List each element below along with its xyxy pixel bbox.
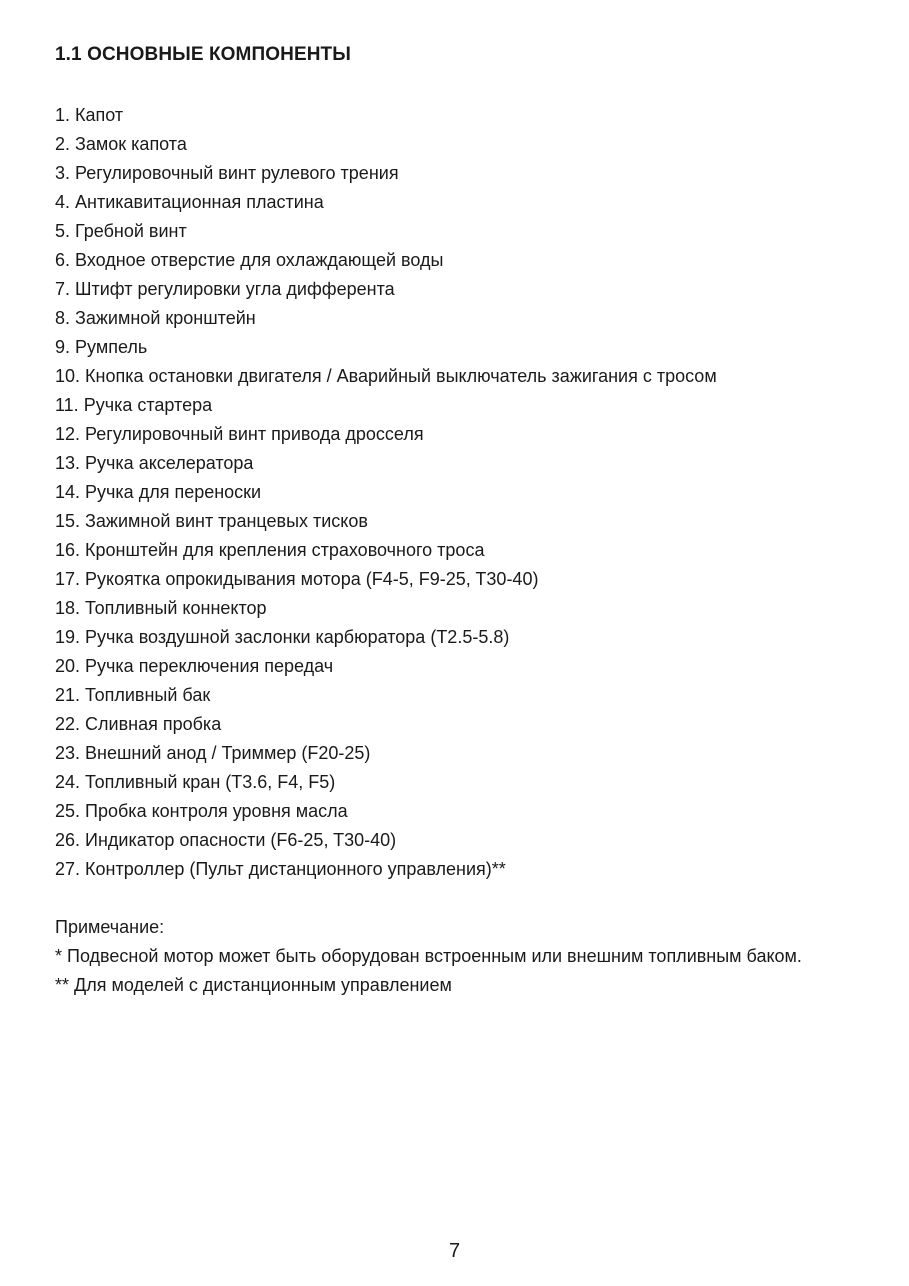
footnote: * Подвесной мотор может быть оборудован встроенным или внешним топливным баком. [55, 946, 802, 966]
list-item: 22. Сливная пробка [55, 714, 222, 734]
section-heading: 1.1 ОСНОВНЫЕ КОМПОНЕНТЫ [55, 44, 351, 65]
list-item: 26. Индикатор опасности (F6-25, T30-40) [55, 830, 397, 850]
list-item: 11. Ручка стартера [55, 395, 213, 415]
list-item: 13. Ручка акселератора [55, 453, 254, 473]
list-item: 17. Рукоятка опрокидывания мотора (F4-5, F9-25, T30-40) [55, 569, 539, 589]
list-item: 5. Гребной винт [55, 221, 187, 241]
list-item: 4. Антикавитационная пластина [55, 192, 324, 212]
list-item: 21. Топливный бак [55, 685, 211, 705]
list-item: 14. Ручка для переноски [55, 482, 262, 502]
components-list [55, 101, 717, 884]
list-item: 1. Капот [55, 105, 124, 125]
list-item: 18. Топливный коннектор [55, 598, 267, 618]
list-item: 9. Румпель [55, 337, 148, 357]
list-item: 19. Ручка воздушной заслонки карбюратора (T2.5-5.8) [55, 627, 510, 647]
note-title: Примечание: [55, 917, 165, 937]
list-item: 27. Контроллер (Пульт дистанционного управления)** [55, 859, 506, 879]
list-item: 10. Кнопка остановки двигателя / Аварийный выключатель зажигания с тросом [55, 366, 717, 386]
list-item: 7. Штифт регулировки угла дифферента [55, 279, 395, 299]
list-item: 6. Входное отверстие для охлаждающей воды [55, 250, 444, 270]
list-item: 16. Кронштейн для крепления страховочного троса [55, 540, 485, 560]
note-block [55, 913, 885, 1000]
list-item: 12. Регулировочный винт привода дросселя [55, 424, 424, 444]
footnote: ** Для моделей с дистанционным управлением [55, 975, 452, 995]
list-item: 20. Ручка переключения передач [55, 656, 334, 676]
list-item: 23. Внешний анод / Триммер (F20-25) [55, 743, 371, 763]
page-number: 7 [448, 1240, 461, 1262]
list-item: 25. Пробка контроля уровня масла [55, 801, 348, 821]
list-item: 24. Топливный кран (T3.6, F4, F5) [55, 772, 336, 792]
list-item: 8. Зажимной кронштейн [55, 308, 256, 328]
list-item: 2. Замок капота [55, 134, 187, 154]
list-item: 15. Зажимной винт транцевых тисков [55, 511, 368, 531]
list-item: 3. Регулировочный винт рулевого трения [55, 163, 399, 183]
